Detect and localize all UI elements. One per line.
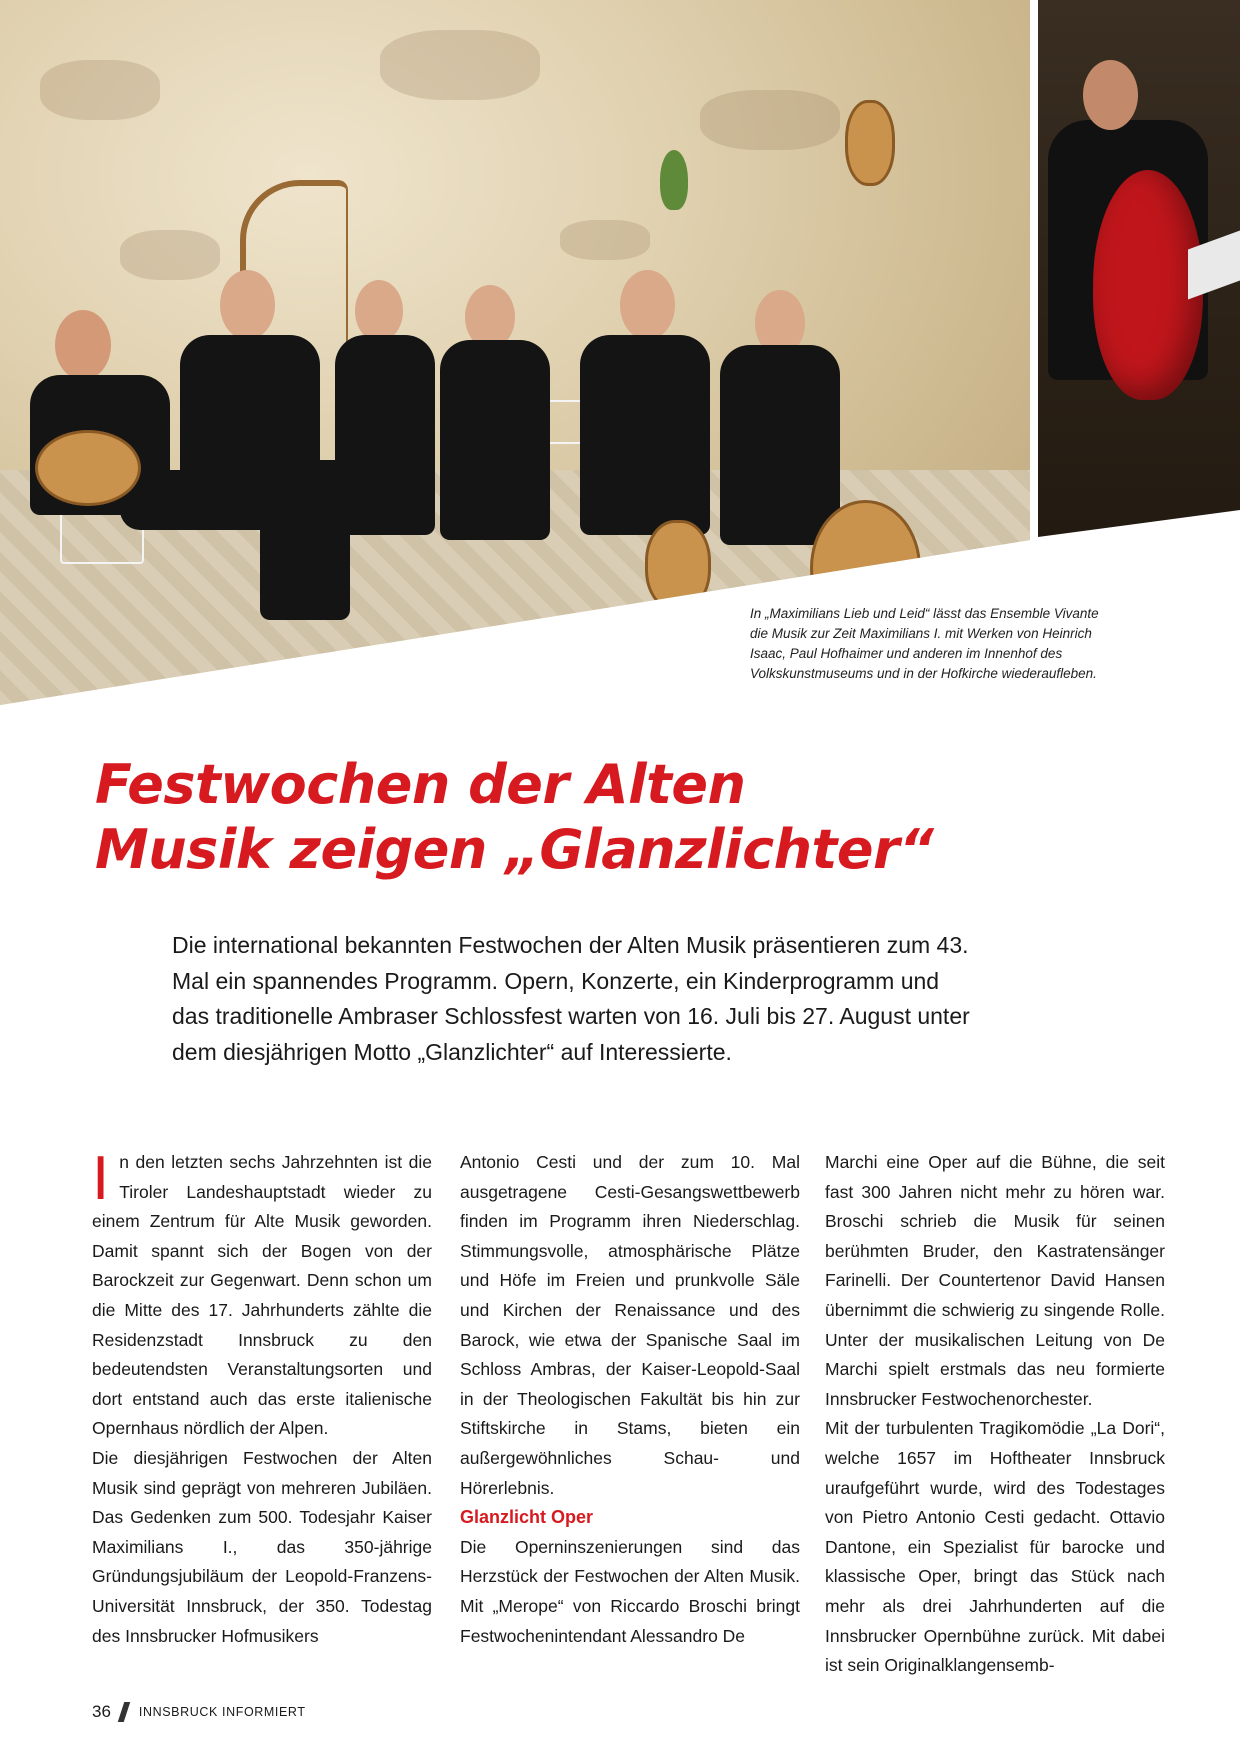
article-column-1 [92, 1144, 432, 1651]
article-headline [95, 752, 1155, 882]
paragraph [92, 1144, 432, 1444]
article-column-3 [825, 1148, 1165, 1681]
paragraph: Die diesjährigen Festwochen der Alten Musik sind geprägt von mehreren Jubiläen. Das Gedenken zum 500. Todesjahr Kaiser Maximilians I., das 350-jährige Gründungsjubiläum der Leopold-Franzens-Universität Innsbruck, der 350. Todestag des Innsbrucker Hofmusikers [92, 1447, 432, 1646]
page-footer [92, 1700, 306, 1724]
publication-name: INNSBRUCK INFORMIERT [138, 1705, 306, 1719]
section-subhead: Glanzlicht Oper [460, 1507, 594, 1528]
article-column-2 [460, 1148, 800, 1651]
drop-cap: I [92, 1144, 110, 1213]
headline-line-2: Musik zeigen „Glanzlichter“ [95, 818, 934, 881]
paragraph-text: n den letzten sechs Jahrzehnten ist die Tiroler Landeshauptstadt wieder zu einem Zentrum für Alte Musik geworden. Damit spannt sich der Bogen von der Barockzeit zur Gegenwart. Denn schon um die Mitte des 17. Jahrhunderts zählte die Residenzstadt Innsbruck zu den bedeutendsten Veranstaltungsorten und dort entstand auch das erste italienische Opernhaus nördlich der Alpen. [92, 1152, 432, 1439]
separator-slash [118, 1702, 130, 1722]
ensemble-photo [0, 0, 1030, 705]
page-number: 36 [92, 1702, 111, 1721]
paragraph: Marchi eine Oper auf die Bühne, die seit fast 300 Jahren nicht mehr zu hören war. Broschi schrieb die Musik für seinen berühmten Bruder, den Kastratensänger Farinelli. Der Countertenor David Hansen übernimmt die schwierig zu singende Rolle. Unter der musikalischen Leitung von De Marchi spielt erstmals das neu formierte Innsbrucker Festwochenorchester. [825, 1152, 1165, 1409]
paragraph: Antonio Cesti und der zum 10. Mal ausgetragene Cesti-Gesangswettbewerb finden im Programm ihren Niederschlag. Stimmungsvolle, atmosphärische Plätze und Höfe im Freien und prunkvolle Säle und Kirchen der Renaissance und des Barock, wie etwa der Spanische Saal im Schloss Ambras, der Kaiser-Leopold-Saal in der Theologischen Fakultät bis hin zur Stiftskirche in Stams, bieten ein außergewöhnliches Schau- und Hörerlebnis. [460, 1152, 800, 1498]
article-intro: Die international bekannten Festwochen der Alten Musik präsentieren zum 43. Mal ein spannendes Programm. Opern, Konzerte, ein Kinderprogramm und das traditionelle Ambraser Schlossfest warten von 16. Juli bis 27. August unter dem diesjährigen Motto „Glanzlichter“ auf Interessierte. [172, 932, 970, 1065]
paragraph: Die Operninszenierungen sind das Herzstück der Festwochen der Alten Musik. Mit „Merope“ von Riccardo Broschi bringt Festwochenintendant Alessandro De [460, 1536, 800, 1646]
headline-line-1: Festwochen der Alten [95, 753, 746, 816]
paragraph: Mit der turbulenten Tragikomödie „La Dori“, welche 1657 im Hoftheater Innsbruck uraufgeführt wurde, wird des Todestages von Pietro Antonio Cesti gedacht. Ottavio Dantone, ein Spezialist für barocke und klassische Oper, bringt das Stück nach mehr als drei Jahrhunderten auf die Innsbrucker Opernbühne zurück. Mit dabei ist sein Originalklangensemb- [825, 1418, 1165, 1676]
photo-area [0, 0, 1240, 705]
photo-caption: In „Maximilians Lieb und Leid“ lässt das Ensemble Vivante die Musik zur Zeit Maximilians I. mit Werken von Heinrich Isaac, Paul Hofhaimer und anderen im Innenhof des Volkskunstmuseums und in der Hofkirche wiederaufleben. [750, 606, 1099, 681]
cellist-photo [1038, 0, 1240, 705]
